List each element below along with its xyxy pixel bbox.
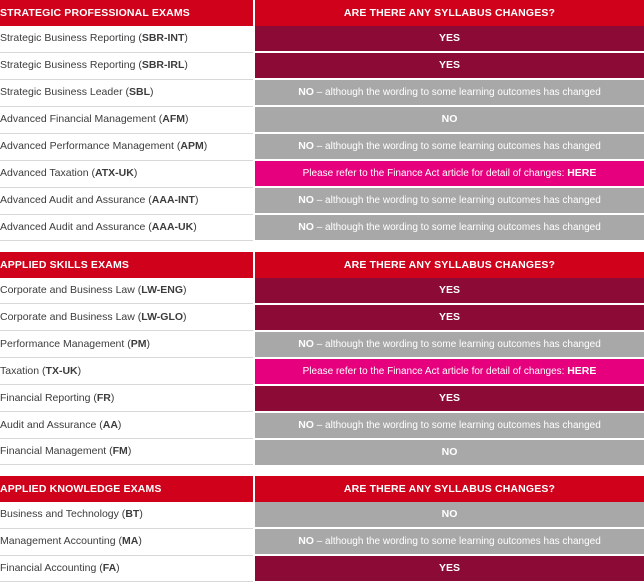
finance-act-note: Please refer to the Finance Act article for detail of changes: <box>302 168 568 179</box>
exam-name-cell <box>0 26 254 52</box>
exam-code: FA <box>102 561 117 574</box>
exam-name-suffix: ) <box>183 283 187 296</box>
exam-code: SBL <box>128 86 150 98</box>
section-header-title: APPLIED SKILLS EXAMS <box>0 252 254 278</box>
exam-name-cell <box>0 160 254 187</box>
section-header-title: STRATEGIC PROFESSIONAL EXAMS <box>0 0 254 26</box>
finance-act-link[interactable]: HERE <box>567 167 597 179</box>
syllabus-change-answer-cell <box>254 160 644 187</box>
exam-name-suffix: ) <box>193 220 197 233</box>
exam-name-suffix: ) <box>184 59 188 71</box>
exam-code: AA <box>102 418 118 431</box>
table-row <box>0 555 644 581</box>
exam-name-text: Business and Technology ( <box>0 508 126 521</box>
exam-name-text: Financial Management ( <box>0 445 113 457</box>
exam-name-suffix: ) <box>149 86 154 98</box>
finance-act-note: Please refer to the Finance Act article for detail of changes: <box>302 365 568 377</box>
table-row <box>0 106 644 133</box>
table-row <box>0 52 644 79</box>
answer-wording-note: – although the wording to some learning outcomes has changed <box>313 87 601 98</box>
exam-name-suffix: ) <box>117 418 122 431</box>
answer-wording-note: – although the wording to some learning outcomes has changed <box>313 141 601 152</box>
exam-code: BT <box>125 508 140 521</box>
exam-name-suffix: ) <box>133 167 138 179</box>
exam-name-text: Advanced Financial Management ( <box>0 113 163 125</box>
exam-name-cell <box>0 412 254 439</box>
syllabus-change-answer-cell <box>254 528 644 555</box>
answer-yes-label: YES <box>438 562 460 574</box>
exam-code: FM <box>112 445 128 457</box>
exam-name-suffix: ) <box>184 32 188 45</box>
exam-name-suffix: ) <box>183 310 187 323</box>
exam-name-suffix: ) <box>194 194 199 206</box>
syllabus-change-answer-cell <box>254 214 644 240</box>
exam-name-cell <box>0 385 254 412</box>
exam-name-text: Advanced Audit and Assurance ( <box>0 220 152 233</box>
exam-name-suffix: ) <box>116 561 120 574</box>
exam-code: AAA-UK <box>151 220 194 233</box>
answer-wording-note: – although the wording to some learning outcomes has changed <box>313 419 601 431</box>
exam-name-cell <box>0 106 254 133</box>
exam-name-cell <box>0 304 254 331</box>
exam-code: SBR-INT <box>141 32 185 45</box>
exam-name-text: Advanced Performance Management ( <box>0 140 181 152</box>
answer-wording-note: – although the wording to some learning outcomes has changed <box>313 338 601 350</box>
exam-name-suffix: ) <box>110 391 115 404</box>
syllabus-change-answer-cell <box>254 555 644 581</box>
table-row <box>0 358 644 385</box>
syllabus-change-answer-cell <box>254 385 644 412</box>
answer-no-label: NO <box>298 140 314 152</box>
exam-name-text: Audit and Assurance ( <box>0 418 103 431</box>
syllabus-change-answer-cell <box>254 278 644 304</box>
exam-code: TX-UK <box>45 364 78 377</box>
exam-code: SBR-IRL <box>141 59 185 71</box>
answer-no-label: NO <box>298 535 314 547</box>
answer-no-label: NO <box>441 508 458 520</box>
exam-code: AFM <box>162 113 186 125</box>
exam-name-text: Management Accounting ( <box>0 535 122 547</box>
exam-code: ATX-UK <box>94 167 134 179</box>
syllabus-change-answer-cell <box>254 187 644 214</box>
exam-name-cell <box>0 358 254 385</box>
answer-no-label: NO <box>298 337 314 350</box>
exam-code: APM <box>180 140 204 152</box>
exam-name-cell <box>0 79 254 106</box>
exam-name-suffix: ) <box>77 364 82 377</box>
exam-name-cell <box>0 278 254 304</box>
exam-name-text: Strategic Business Leader ( <box>0 86 129 98</box>
exam-name-suffix: ) <box>203 140 208 152</box>
table-row <box>0 412 644 439</box>
exam-name-cell <box>0 187 254 214</box>
exam-section-table <box>0 0 644 241</box>
syllabus-change-answer-cell <box>254 106 644 133</box>
exam-name-cell <box>0 331 254 358</box>
table-row <box>0 528 644 555</box>
exam-section-table <box>0 252 644 466</box>
section-header-row <box>0 252 644 278</box>
exam-name-suffix: ) <box>127 445 132 457</box>
syllabus-change-answer-cell <box>254 331 644 358</box>
exam-name-text: Strategic Business Reporting ( <box>0 59 142 71</box>
section-header-row <box>0 0 644 26</box>
table-row <box>0 304 644 331</box>
syllabus-change-answer-cell <box>254 358 644 385</box>
exam-name-text: Corporate and Business Law ( <box>0 310 142 323</box>
exam-code: PM <box>130 337 147 350</box>
answer-no-label: NO <box>298 418 314 431</box>
answer-yes-label: YES <box>438 283 460 296</box>
exam-name-text: Advanced Taxation ( <box>0 167 95 179</box>
syllabus-change-answer-cell <box>254 439 644 465</box>
exam-name-cell <box>0 439 254 465</box>
exam-name-cell <box>0 133 254 160</box>
exam-name-suffix: ) <box>138 535 142 547</box>
section-header-question: ARE THERE ANY SYLLABUS CHANGES? <box>254 0 644 26</box>
section-header-question: ARE THERE ANY SYLLABUS CHANGES? <box>254 252 644 278</box>
exam-name-text: Financial Reporting ( <box>0 391 97 404</box>
exam-code: LW-GLO <box>141 310 184 323</box>
exam-name-cell <box>0 528 254 555</box>
exam-name-cell <box>0 214 254 240</box>
exam-name-text: Advanced Audit and Assurance ( <box>0 194 152 206</box>
section-gap <box>0 241 644 252</box>
table-row <box>0 214 644 240</box>
answer-no-label: NO <box>298 194 314 206</box>
answer-yes-label: YES <box>438 310 460 323</box>
answer-no-label: NO <box>441 445 458 458</box>
table-row <box>0 331 644 358</box>
answer-yes-label: YES <box>438 391 460 404</box>
table-row <box>0 278 644 304</box>
table-row <box>0 160 644 187</box>
syllabus-change-answer-cell <box>254 133 644 160</box>
syllabus-change-answer-cell <box>254 412 644 439</box>
section-header-title: APPLIED KNOWLEDGE EXAMS <box>0 476 254 502</box>
table-row <box>0 133 644 160</box>
finance-act-link[interactable]: HERE <box>567 364 597 377</box>
answer-yes-label: YES <box>438 59 460 71</box>
table-row <box>0 79 644 106</box>
answer-yes-label: YES <box>438 32 460 44</box>
table-row <box>0 385 644 412</box>
exam-name-suffix: ) <box>185 113 189 125</box>
syllabus-change-answer-cell <box>254 502 644 528</box>
section-header-question: ARE THERE ANY SYLLABUS CHANGES? <box>254 476 644 502</box>
exam-name-text: Performance Management ( <box>0 337 131 350</box>
answer-no-label: NO <box>298 86 314 98</box>
exam-name-text: Financial Accounting ( <box>0 561 103 574</box>
exam-name-suffix: ) <box>139 508 143 521</box>
syllabus-change-answer-cell <box>254 79 644 106</box>
exam-code: AAA-INT <box>151 194 195 206</box>
answer-no-label: NO <box>441 113 458 125</box>
syllabus-change-answer-cell <box>254 304 644 331</box>
exam-name-cell <box>0 555 254 581</box>
exam-name-suffix: ) <box>146 337 150 350</box>
answer-wording-note: – although the wording to some learning outcomes has changed <box>313 195 601 206</box>
table-row <box>0 439 644 465</box>
exam-section-table <box>0 476 644 582</box>
exam-name-text: Corporate and Business Law ( <box>0 283 142 296</box>
answer-wording-note: – although the wording to some learning outcomes has changed <box>313 222 601 233</box>
answer-no-label: NO <box>298 221 314 233</box>
exam-name-text: Taxation ( <box>0 364 46 377</box>
exam-name-cell <box>0 52 254 79</box>
section-header-row <box>0 476 644 502</box>
exam-name-text: Strategic Business Reporting ( <box>0 32 142 45</box>
syllabus-change-answer-cell <box>254 52 644 79</box>
table-row <box>0 502 644 528</box>
exam-code: LW-ENG <box>141 283 184 296</box>
exam-code: MA <box>122 535 139 547</box>
answer-wording-note: – although the wording to some learning outcomes has changed <box>313 536 601 547</box>
exam-name-cell <box>0 502 254 528</box>
syllabus-change-answer-cell <box>254 26 644 52</box>
exam-code: FR <box>96 391 111 404</box>
table-row <box>0 187 644 214</box>
section-gap <box>0 465 644 476</box>
table-row <box>0 26 644 52</box>
